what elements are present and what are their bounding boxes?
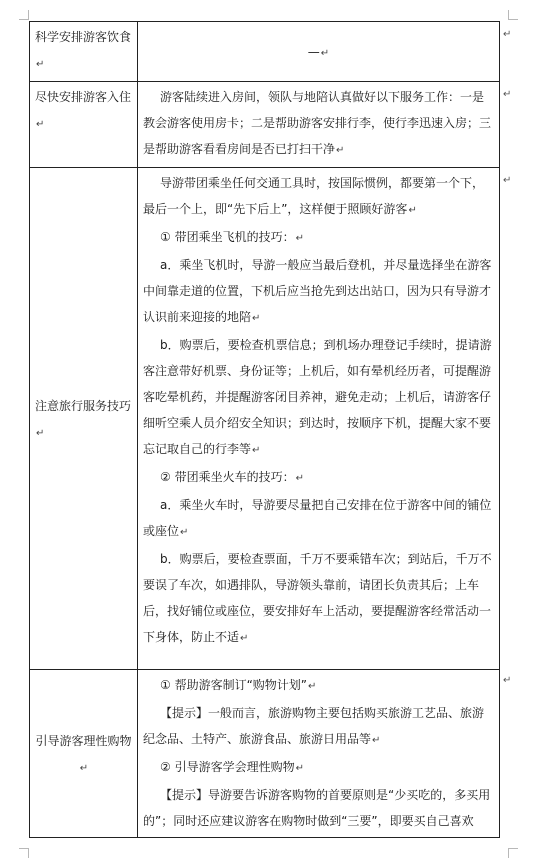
- paragraph-mark-icon: ↵: [372, 735, 381, 746]
- margin-corner-bottom-right: [508, 848, 518, 858]
- margin-corner-bottom-left: [19, 848, 29, 858]
- content-paragraph: b．购票后，要检查机票信息；到机场办理登记手续时，提请游客注意带好机票、身份证等；上机后，如有晕机经历者，可提醒游客吃晕机药，并提醒游客闭目养神，避免走动；上机后，请游客仔细听空乘人员介绍安全知识；到达时，按顺序下机，提醒大家不要忘记取自己的行李等: [143, 338, 492, 456]
- row-label: 引导游客理性购物: [35, 733, 132, 748]
- content-paragraph: a．乘坐飞机时，导游一般应当最后登机，并尽量选择坐在游客中间靠走道的位置，下机后应当抢先到达出站口，因为只有导游才认识前来迎接的地陪: [143, 258, 492, 324]
- row-label-cell: [30, 670, 138, 838]
- paragraph-mark-icon: ↵: [295, 763, 304, 774]
- row-end-mark-icon: ↵: [503, 29, 512, 40]
- row-label: 科学安排游客饮食: [35, 30, 132, 44]
- margin-corner-top-right: [508, 10, 518, 20]
- margin-corner-top-left: [19, 10, 29, 20]
- row-end-mark-icon: ↵: [503, 89, 512, 100]
- paragraph-mark-icon: ↵: [252, 313, 261, 324]
- table-row: [30, 82, 500, 168]
- content-paragraph: 【提示】一般而言，旅游购物主要包括购买旅游工艺品、旅游纪念品、土特产、旅游食品、旅游日用品等: [143, 706, 485, 746]
- row-label-cell: [30, 82, 138, 168]
- content-paragraph: a．乘坐火车时，导游要尽量把自己安排在位于游客中间的铺位或座位: [143, 498, 492, 538]
- paragraph-mark-icon: ↵: [79, 762, 89, 774]
- row-content-cell: [138, 82, 500, 168]
- paragraph-mark-icon: ↵: [180, 527, 189, 538]
- row-content-cell: [138, 168, 500, 670]
- paragraph-mark-icon: ↵: [36, 119, 45, 130]
- content-paragraph: —: [307, 44, 320, 59]
- paragraph-mark-icon: ↵: [295, 473, 304, 484]
- paragraph-mark-icon: ↵: [336, 145, 345, 156]
- content-paragraph: 游客陆续进入房间，领队与地陪认真做好以下服务工作：一是教会游客使用房卡；二是帮助游客安排行李，使行李迅速入房；三是帮助游客看看房间是否已打扫干净: [143, 90, 492, 156]
- row-label: 尽快安排游客入住: [35, 90, 132, 104]
- content-paragraph: 【提示】导游要告诉游客购物的首要原则是“少买吃的，多买用的”；同时还应建议游客在购物时做到“三要”，即要买自己喜欢: [143, 788, 491, 828]
- content-paragraph: ① 带团乘坐飞机的技巧：: [160, 230, 295, 244]
- table-row: [30, 22, 500, 82]
- paragraph-mark-icon: ↵: [308, 681, 317, 692]
- row-label: 注意旅行服务技巧: [35, 398, 132, 413]
- table-row: [30, 670, 500, 838]
- paragraph-mark-icon: ↵: [36, 59, 45, 70]
- paragraph-mark-icon: ↵: [320, 47, 330, 59]
- row-end-mark-icon: ↵: [503, 175, 512, 186]
- paragraph-mark-icon: ↵: [252, 445, 261, 456]
- tour-guide-table: [29, 21, 500, 838]
- row-label-cell: [30, 168, 138, 670]
- row-content-cell: [138, 22, 500, 82]
- row-content-cell: [138, 670, 500, 838]
- row-end-mark-icon: ↵: [503, 675, 512, 686]
- paragraph-mark-icon: ↵: [36, 427, 45, 439]
- paragraph-mark-icon: ↵: [295, 233, 304, 244]
- content-paragraph: b．购票后，要检查票面，千万不要乘错车次；到站后，千万不要误了车次，如遇排队，导游领头靠前，请团长负责其后；上车后，找好铺位或座位，要安排好车上活动，要提醒游客经常活动一下身体，防止不适: [143, 552, 492, 644]
- content-paragraph: 导游带团乘坐任何交通工具时，按国际惯例，都要第一个下，最后一个上，即“先下后上”，这样便于照顾好游客: [143, 176, 485, 216]
- row-label-cell: [30, 22, 138, 82]
- paragraph-mark-icon: ↵: [240, 633, 249, 644]
- table-row: [30, 168, 500, 670]
- paragraph-mark-icon: ↵: [408, 205, 417, 216]
- content-paragraph: ① 帮助游客制订“购物计划”: [160, 678, 308, 692]
- content-paragraph: ② 引导游客学会理性购物: [160, 760, 295, 774]
- content-paragraph: ② 带团乘坐火车的技巧：: [160, 470, 295, 484]
